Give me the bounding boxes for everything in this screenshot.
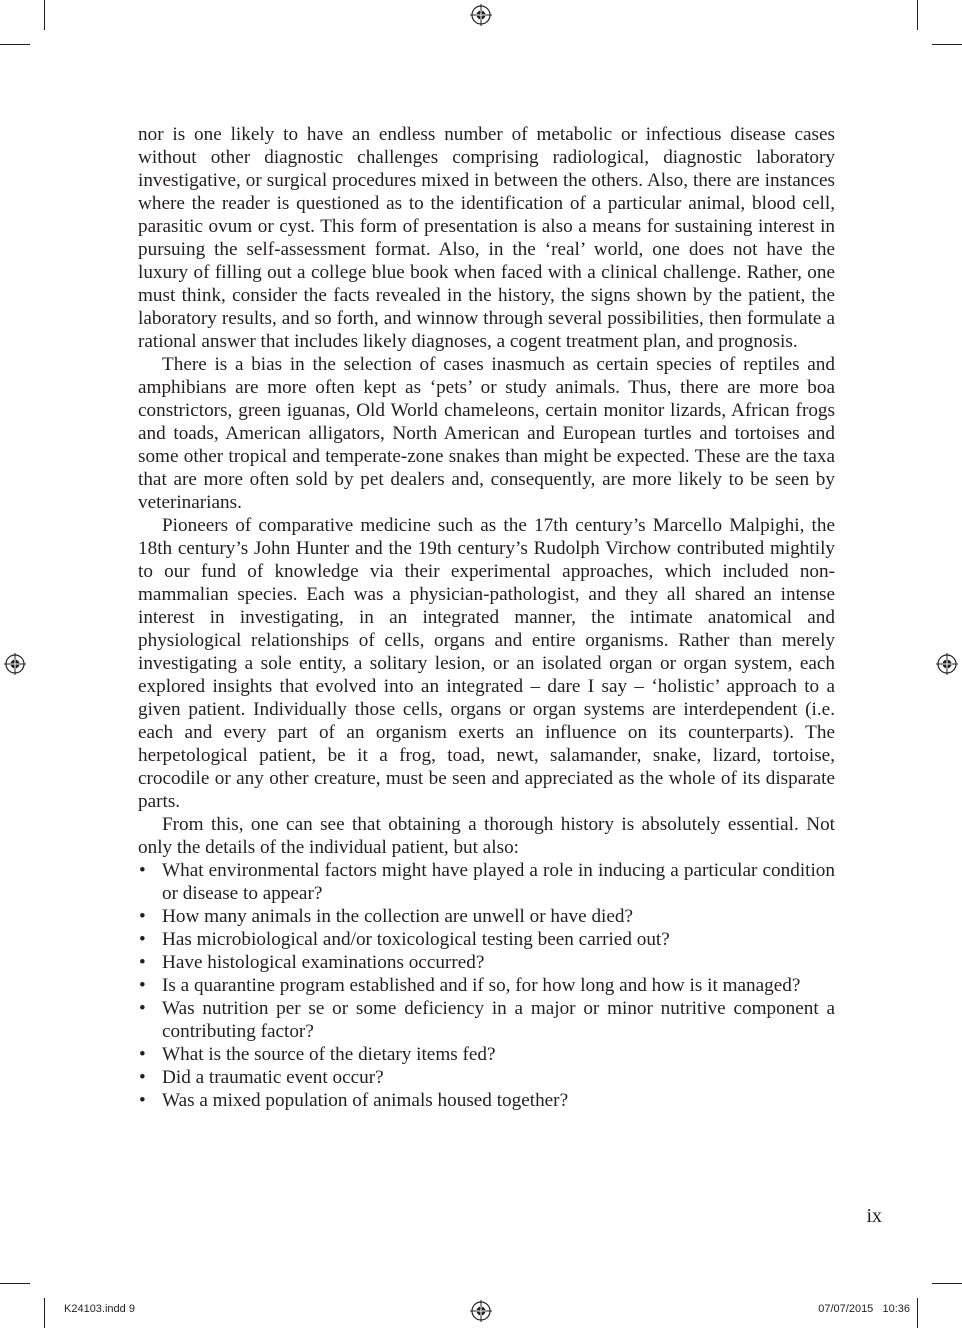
registration-mark-icon (936, 653, 958, 675)
paragraph-3: Pioneers of comparative medicine such as the 17th century’s Marcello Malpighi, the 18th century’s John Hunter and the 19th century’s Rudolph Virchow contributed mightily to our fund of knowledge via their experimental approaches, which included non-mammalian species. Each was a physician-pathologist, and they all shared an intense interest in investigating, in an integrated manner, the intimate anatomical and physiological relationships of cells, organs and entire organisms. Rather than merely investigating a sole entity, a solitary lesion, or an isolated organ or organ system, each explored insights that evolved into an integrated – dare I say – ‘holistic’ approach to a given patient. Individually those cells, organs or organ systems are interdependent (i.e. each and every part of an organism exerts an influence on its counterparts). The herpetological patient, be it a frog, toad, newt, salamander, snake, lizard, tortoise, crocodile or any other creature, must be seen and appreciated as the whole of its disparate parts. (138, 515, 835, 812)
bullet-icon: • (139, 929, 146, 950)
bullet-icon: • (139, 906, 146, 927)
page-number: ix (866, 1205, 882, 1227)
registration-mark-icon (470, 4, 492, 26)
slug-file: K24103.indd 9 (64, 1303, 135, 1315)
list-item: • Is a quarantine program established and if so, for how long and how is it managed? (139, 975, 801, 996)
list-item: • How many animals in the collection are unwell or have died? (139, 906, 634, 927)
list-item: • Have histological examinations occurred? (139, 952, 485, 973)
crop-mark-bottom-right-vertical (917, 1298, 918, 1328)
crop-mark-top-right-vertical (917, 0, 918, 30)
paragraph-2: There is a bias in the selection of cases inasmuch as certain species of reptiles and amphibians are more often kept as ‘pets’ or study animals. Thus, there are more boa constrictors, green iguanas, Old World chameleons, certain monitor lizards, African frogs and toads, American alligators, North American and European turtles and tortoises and some other tropical and temperate-zone snakes than might be expected. These are the taxa that are more often sold by pet dealers and, consequently, are more likely to be seen by veterinarians. (138, 354, 835, 513)
list-item: • What environmental factors might have played a role in inducing a particular condition or disease to appear? (139, 860, 835, 904)
list-item: • Did a traumatic event occur? (139, 1067, 384, 1088)
crop-mark-top-left-vertical (44, 0, 45, 30)
bullet-icon: • (139, 1044, 146, 1065)
registration-mark-icon (470, 1300, 492, 1322)
history-questions-list (138, 859, 835, 1112)
bullet-icon: • (139, 860, 146, 881)
registration-mark-icon (4, 653, 26, 675)
paragraph-1: nor is one likely to have an endless number of metabolic or infectious disease cases without other diagnostic challenges comprising radiological, diagnostic laboratory investigative, or surgical procedures mixed in between the others. Also, there are instances where the reader is questioned as to the identification of a particular animal, blood cell, parasitic ovum or cyst. This form of presentation is also a means for sustaining interest in pursuing the self-assessment format. Also, in the ‘real’ world, one does not have the luxury of filling out a college blue book when faced with a clinical challenge. Rather, one must think, consider the facts revealed in the history, the signs shown by the patient, the laboratory results, and so forth, and winnow through several possibilities, then formulate a rational answer that includes likely diagnoses, a cogent treatment plan, and prognosis. (138, 124, 835, 352)
paragraph-4: From this, one can see that obtaining a thorough history is absolutely essential. Not only the details of the individual patient, but also: (138, 814, 835, 858)
body-text (138, 123, 835, 1112)
bullet-icon: • (139, 1067, 146, 1088)
slug-timestamp: 07/07/2015 10:36 (818, 1303, 910, 1315)
list-item: • Has microbiological and/or toxicological testing been carried out? (139, 929, 670, 950)
list-item: • Was a mixed population of animals housed together? (139, 1090, 569, 1111)
bullet-icon: • (139, 998, 146, 1019)
crop-mark-top-left-horizontal (0, 44, 30, 45)
bullet-icon: • (139, 975, 146, 996)
crop-mark-top-right-horizontal (932, 44, 962, 45)
crop-mark-bottom-left-vertical (44, 1298, 45, 1328)
bullet-icon: • (139, 1090, 146, 1111)
list-item: • Was nutrition per se or some deficiency in a major or minor nutritive component a contributing factor? (139, 998, 835, 1042)
crop-mark-bottom-right-horizontal (932, 1283, 962, 1284)
crop-mark-bottom-left-horizontal (0, 1283, 30, 1284)
list-item: • What is the source of the dietary items fed? (139, 1044, 496, 1065)
bullet-icon: • (139, 952, 146, 973)
